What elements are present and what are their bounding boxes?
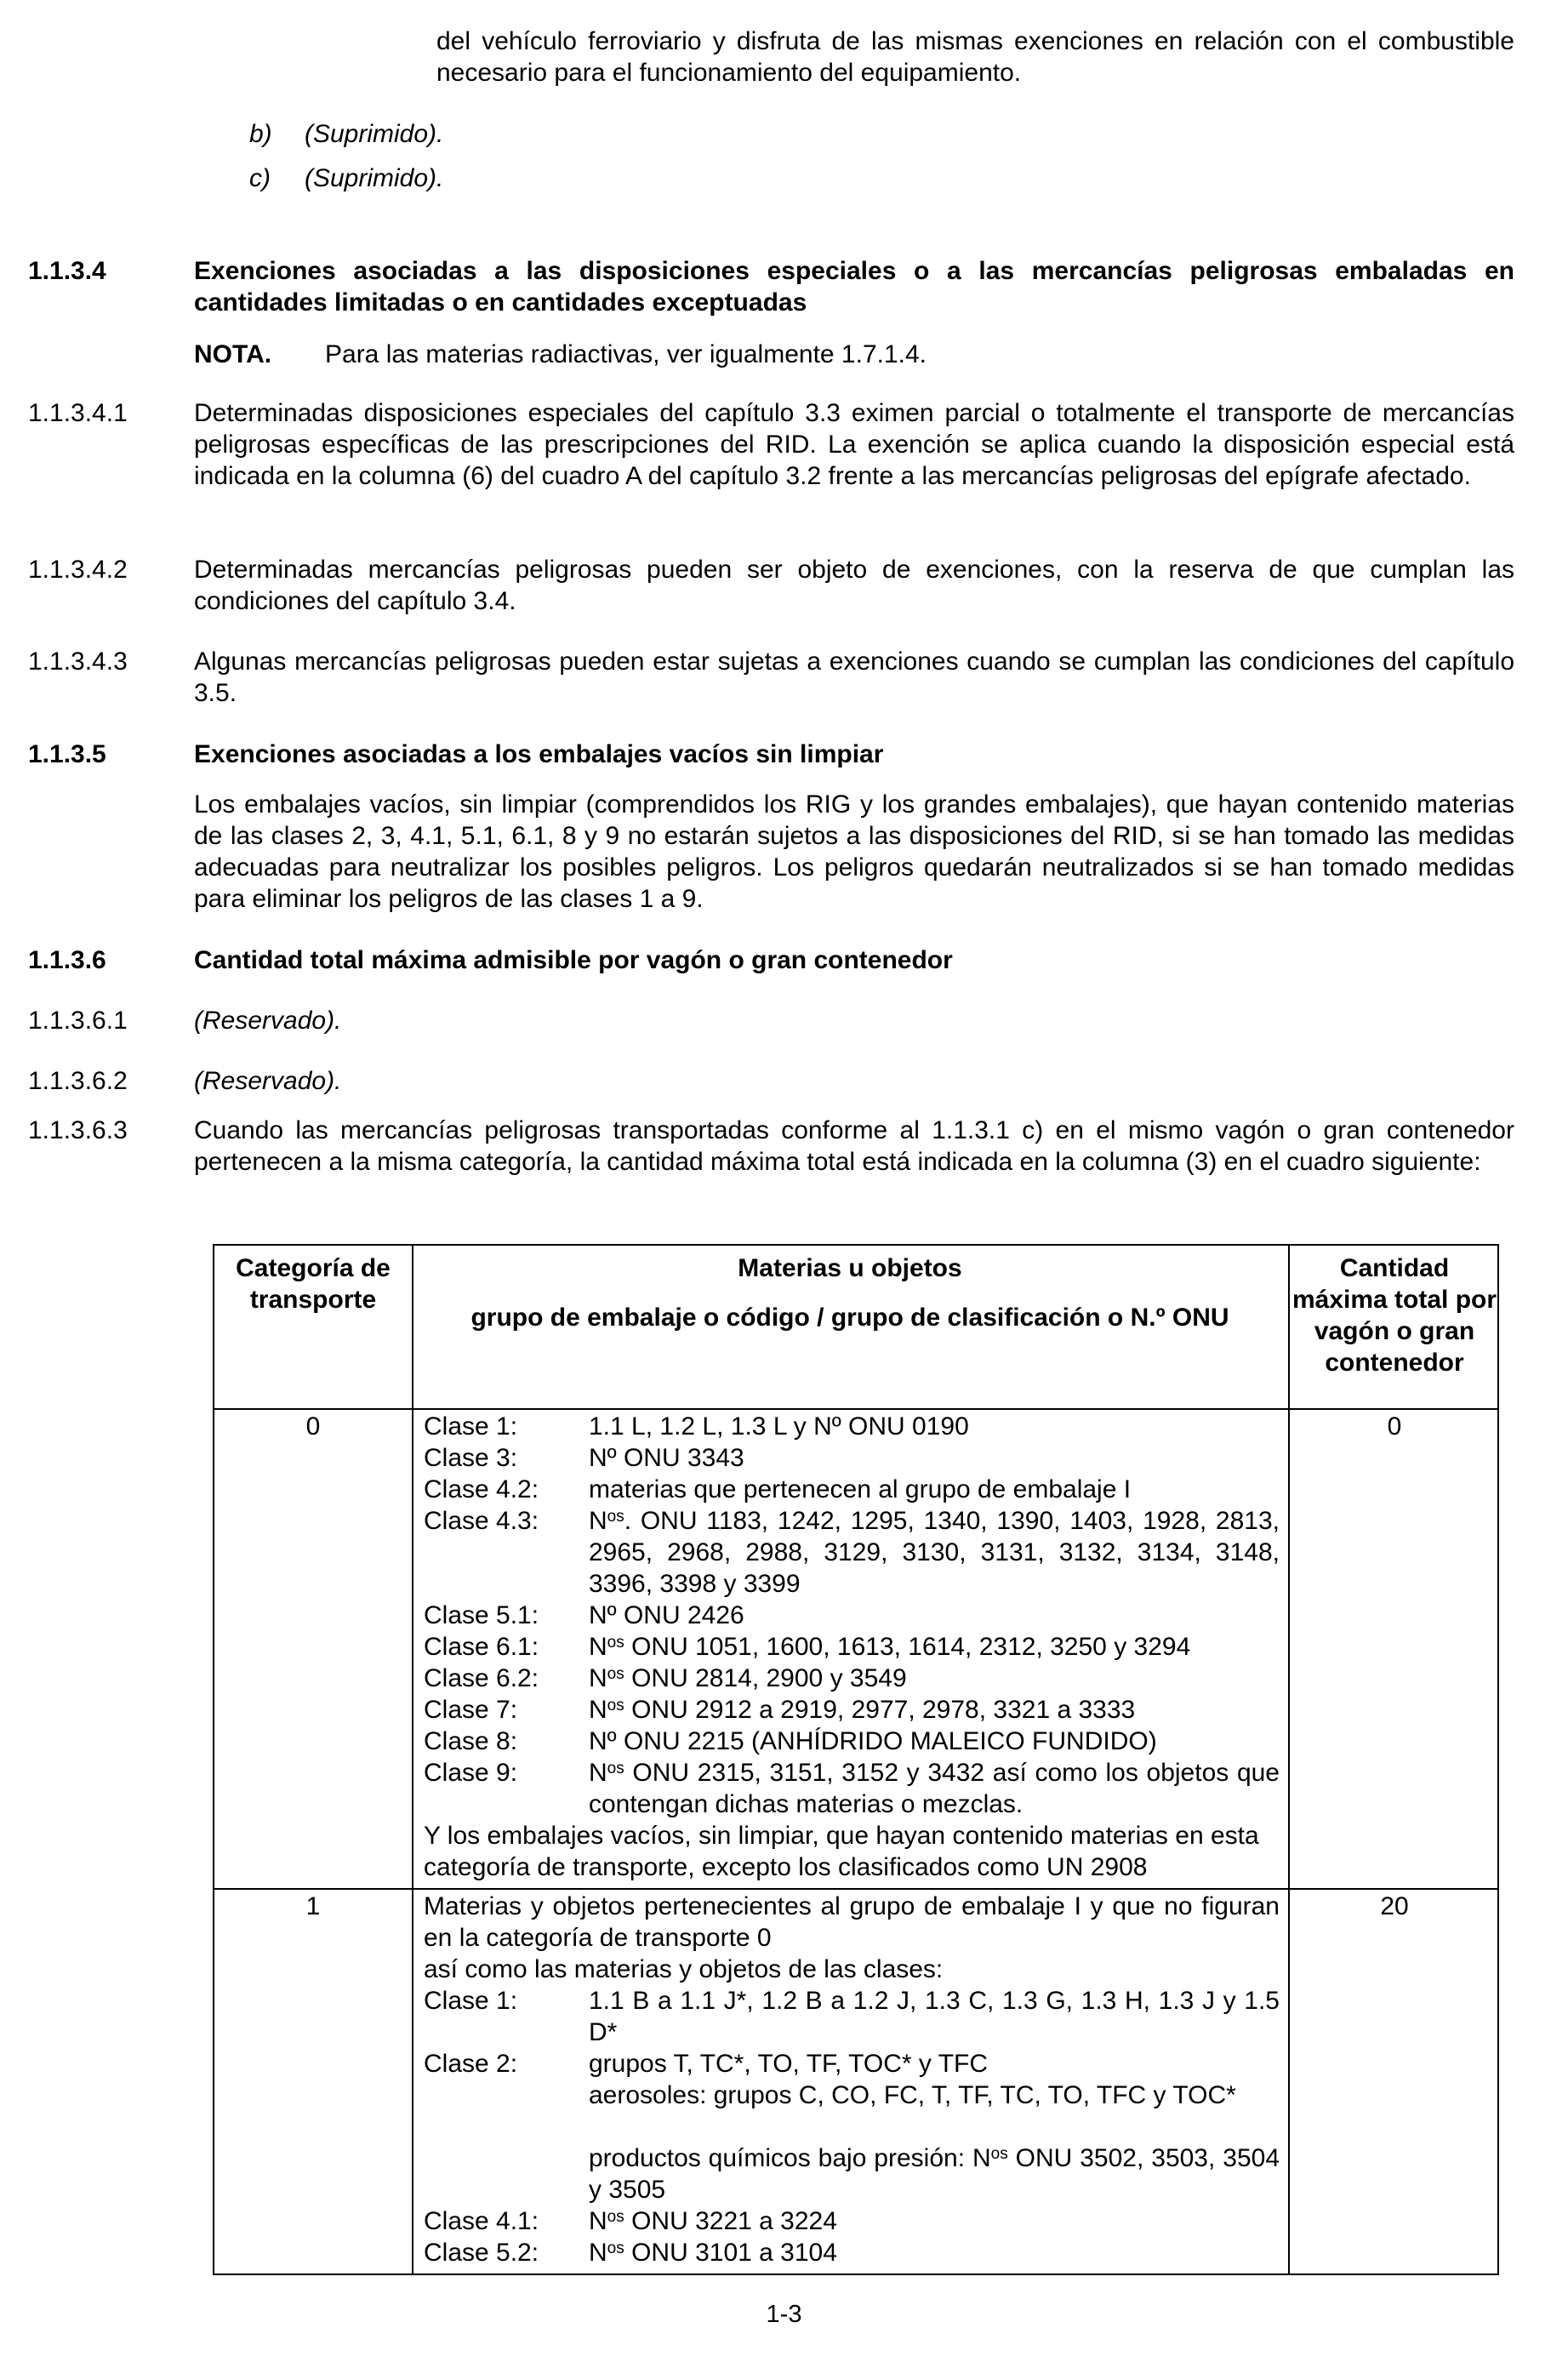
- row0-quantity: 0: [1387, 1412, 1402, 1441]
- table-row-divider: [214, 1408, 1497, 1410]
- section-number-11361: 1.1.3.6.1: [28, 1007, 128, 1035]
- row0-class-value: Nº ONU 3343: [589, 1444, 744, 1472]
- section-text-11362: (Reservado).: [194, 1067, 342, 1095]
- row1-quantity: 20: [1380, 1892, 1409, 1920]
- header-materias: Materias u objetos: [738, 1254, 962, 1282]
- header-materias-sub: grupo de embalaje o código / grupo de clasificación o N.º ONU: [470, 1304, 1229, 1332]
- section-text-11341: Determinadas disposiciones especiales del capítulo 3.3 eximen parcial o totalmente el transporte de mercancías peligrosas específicas de las prescripciones del RID. La exención se aplica cuando la disposición especial está indicada en la columna (6) del cuadro A del capítulo 3.2 frente a las mercancías peligrosas del epígrafe afectado.: [194, 399, 1514, 490]
- intro-continuation: del vehículo ferroviario y disfruta de las mismas exenciones en relación con el combustible necesario para el funcionamiento del equipamiento.: [436, 27, 1514, 87]
- row1-intro: Materias y objetos pertenecientes al grupo de embalaje I y que no figuran en la categoría de transporte 0: [424, 1892, 1280, 1952]
- row1-class-value: aerosoles: grupos C, CO, FC, T, TF, TC, TO, TFC y TOC*: [589, 2081, 1236, 2109]
- row0-class-value: $N^{os}$ ONU 2912 a 2919, 2977, 2978, 3321 a 3333: [589, 1696, 1136, 1724]
- row0-class-value: materias que pertenecen al grupo de embalaje I: [589, 1475, 1132, 1503]
- section-text-11361: (Reservado).: [194, 1007, 342, 1035]
- section-number-11341: 1.1.3.4.1: [28, 399, 128, 427]
- row1-class-label: Clase 2:: [424, 2050, 518, 2078]
- section-text-11343: Algunas mercancías peligrosas pueden estar sujetas a exenciones cuando se cumplan las condiciones del capítulo 3.5.: [194, 648, 1514, 707]
- row1-class-value: $N^{os}$ ONU 3221 a 3224: [589, 2207, 837, 2235]
- row0-empty-packaging-note: Y los embalajes vacíos, sin limpiar, que hayan contenido materias en esta categoría de transporte, excepto los clasificados como UN 2908: [424, 1822, 1259, 1881]
- row0-class-label: Clase 3:: [424, 1444, 518, 1472]
- row0-class-label: Clase 6.2:: [424, 1664, 539, 1692]
- item-c-label: c): [249, 164, 271, 192]
- section-title-1136: Cantidad total máxima admisible por vagón o gran contenedor: [194, 946, 953, 974]
- row1-category: 1: [305, 1892, 321, 1920]
- row0-class-label: Clase 9:: [424, 1759, 518, 1787]
- item-b-label: b): [249, 120, 272, 148]
- row0-class-label: Clase 1:: [424, 1412, 518, 1441]
- row0-class-label: Clase 7:: [424, 1696, 518, 1724]
- row1-intro-classes: así como las materias y objetos de las clases:: [424, 1955, 944, 1983]
- section-number-11362: 1.1.3.6.2: [28, 1067, 128, 1095]
- section-number-1135: 1.1.3.5: [28, 740, 106, 768]
- row1-class-label: Clase 1:: [424, 1987, 518, 2015]
- row0-class-value: $N^{os}$. ONU 1183, 1242, 1295, 1340, 1390, 1403, 1928, 2813, 2965, 2968, 2988, 3129, 3130, 3131, 3132, 3134, 3148, 3396, 3398 y 3399: [589, 1507, 1280, 1598]
- row1-class-value: $N^{os}$ ONU 3101 a 3104: [589, 2239, 837, 2267]
- item-c-text: (Suprimido).: [305, 164, 444, 192]
- page-number: 1-3: [766, 2301, 802, 2328]
- nota-label: NOTA.: [194, 340, 272, 368]
- header-categoria: Categoría de transporte: [236, 1254, 391, 1314]
- item-b-text: (Suprimido).: [305, 120, 444, 148]
- section-number-11342: 1.1.3.4.2: [28, 556, 128, 584]
- section-text-11342: Determinadas mercancías peligrosas pueden ser objeto de exenciones, con la reserva de que cumplan las condiciones del capítulo 3.4.: [194, 556, 1514, 615]
- section-number-1136: 1.1.3.6: [28, 946, 106, 974]
- row0-class-label: Clase 4.3:: [424, 1507, 539, 1535]
- row1-class-label: Clase 4.1:: [424, 2207, 539, 2235]
- table-row-divider: [214, 1888, 1497, 1890]
- header-cantidad: Cantidad máxima total por vagón o gran contenedor: [1291, 1254, 1497, 1377]
- row1-class-value: grupos T, TC*, TO, TF, TOC* y TFC: [589, 2050, 989, 2078]
- row0-category: 0: [305, 1412, 321, 1441]
- nota-text: Para las materias radiactivas, ver igualmente 1.7.1.4.: [325, 340, 927, 368]
- row1-class-label: Clase 5.2:: [424, 2239, 539, 2267]
- row0-class-value: $N^{os}$ ONU 2814, 2900 y 3549: [589, 1664, 907, 1692]
- row0-class-label: Clase 6.1:: [424, 1633, 539, 1661]
- row0-class-value: $N^{os}$ ONU 2315, 3151, 3152 y 3432 así como los objetos que contengan dichas materias o mezclas.: [589, 1759, 1280, 1818]
- row0-class-label: Clase 5.1:: [424, 1601, 539, 1629]
- row1-class-value: 1.1 B a 1.1 J*, 1.2 B a 1.2 J, 1.3 C, 1.3 G, 1.3 H, 1.3 J y 1.5 D*: [589, 1987, 1280, 2046]
- section-number-1134: 1.1.3.4: [28, 257, 106, 285]
- section-number-11363: 1.1.3.6.3: [28, 1116, 128, 1144]
- table-col-divider: [1288, 1246, 1290, 2274]
- row0-class-label: Clase 8:: [424, 1727, 518, 1755]
- section-text-1135: Los embalajes vacíos, sin limpiar (comprendidos los RIG y los grandes embalajes), que hayan contenido materias de las clases 2, 3, 4.1, 5.1, 6.1, 8 y 9 no estarán sujetos a las disposiciones del RID, si se han tomado las medidas adecuadas para neutralizar los posibles peligros. Los peligros quedarán neutralizados si se han tomado medidas para eliminar los peligros de las clases 1 a 9.: [194, 790, 1514, 913]
- row1-class-value: productos químicos bajo presión: $N^{os}$ ONU 3502, 3503, 3504 y 3505: [589, 2144, 1280, 2204]
- table-col-divider: [412, 1246, 413, 2274]
- row0-class-label: Clase 4.2:: [424, 1475, 539, 1503]
- row0-class-value: Nº ONU 2215 (ANHÍDRIDO MALEICO FUNDIDO): [589, 1727, 1157, 1755]
- section-title-1134: Exenciones asociadas a las disposiciones especiales o a las mercancías peligrosas embaladas en cantidades limitadas o en cantidades exceptuadas: [194, 257, 1514, 317]
- transport-category-table: [213, 1244, 1499, 2275]
- section-title-1135: Exenciones asociadas a los embalajes vacíos sin limpiar: [194, 740, 884, 768]
- section-number-11343: 1.1.3.4.3: [28, 648, 128, 676]
- section-text-11363: Cuando las mercancías peligrosas transportadas conforme al 1.1.3.1 c) en el mismo vagón o gran contenedor pertenecen a la misma categoría, la cantidad máxima total está indicada en la columna (3) en el cuadro siguiente:: [194, 1116, 1514, 1176]
- row0-class-value: 1.1 L, 1.2 L, 1.3 L y Nº ONU 0190: [589, 1412, 969, 1441]
- row0-class-value: Nº ONU 2426: [589, 1601, 744, 1629]
- row0-class-value: $N^{os}$ ONU 1051, 1600, 1613, 1614, 2312, 3250 y 3294: [589, 1633, 1191, 1661]
